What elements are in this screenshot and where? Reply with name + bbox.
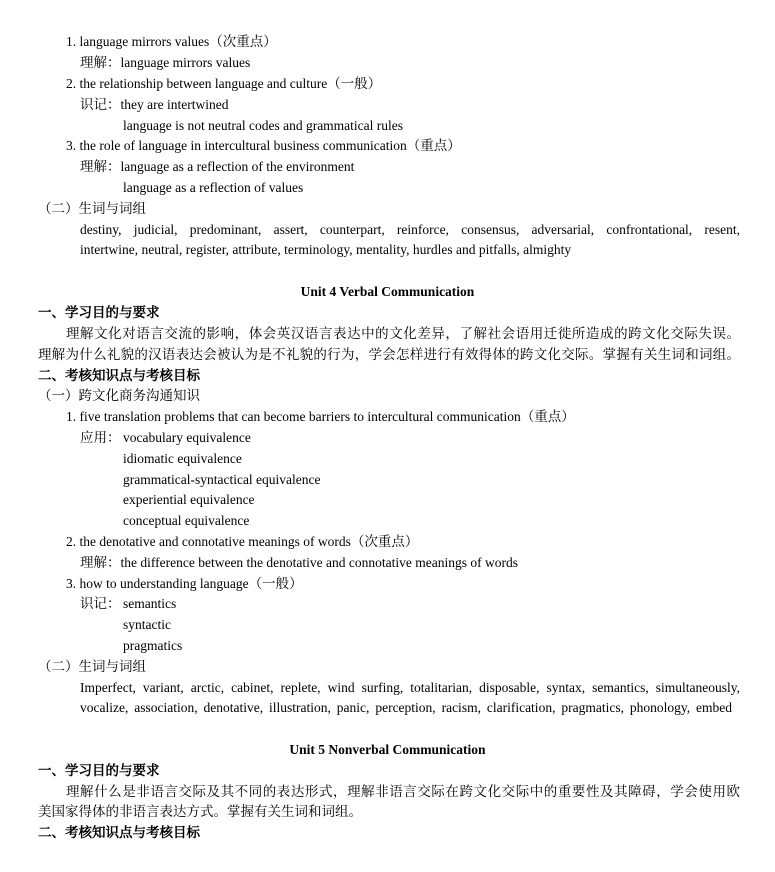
unit3-item3-heading: 3. the role of language in intercultural business communication（重点） [66,138,461,153]
unit4-item1-line: grammatical-syntactical equivalence [123,472,321,487]
unit4-item3-line: syntactic [123,617,171,632]
unit3-item2-line: language is not neutral codes and grammatical rules [123,118,404,133]
unit4-item1-line: idiomatic equivalence [123,451,242,466]
unit3-vocab-heading: （二）生词与词组 [38,201,146,216]
unit3-item3-line: 理解：language as a reflection of the environment [80,159,355,174]
unit4-objectives-line: 理解文化对语言交流的影响，体会英汉语言表达中的文化差异，了解社会语用迁徙所造成的跨文化交际失误。 [66,326,740,341]
unit4-item3-line: semantics [123,596,177,611]
unit4-item2-line: 理解：the difference between the denotative and connotative meanings of words [80,555,518,570]
unit3-item2-line: 识记：they are intertwined [80,97,229,112]
unit4-item3-line: pragmatics [123,638,183,653]
unit4-objectives-line: 理解为什么礼貌的汉语表达会被认为是不礼貌的行为，学会怎样进行有效得体的跨文化交际。掌握有关生词和词组。 [38,347,740,362]
unit3-vocab-line: destiny, judicial, predominant, assert, counterpart, reinforce, consensus, adversarial, confrontational, resent, [80,222,740,237]
unit4-item3-heading: 3. how to understanding language（一般） [66,576,303,591]
unit4-vocab-line: Imperfect, variant, arctic, cabinet, replete, wind surfing, totalitarian, disposable, syntax, semantics, simultaneously, [80,680,740,695]
unit4-vocab-heading: （二）生词与词组 [38,659,146,674]
unit3-item1-line: 理解：language mirrors values [80,55,251,70]
unit5-title: Unit 5 Nonverbal Communication [289,742,486,757]
unit4-item3-label: 识记： [80,596,121,611]
unit4-vocab-line: vocalize, association, denotative, illustration, panic, perception, racism, clarification, pragmatics, phonology, embed [80,700,732,715]
unit5-objectives-line: 美国家得体的非语言表达方式。掌握有关生词和词组。 [38,804,362,819]
unit3-vocab-line: intertwine, neutral, register, attribute, terminology, mentality, hurdles and pitfalls, almighty [80,242,572,257]
unit4-item1-line: vocabulary equivalence [123,430,251,445]
unit4-item1-line: conceptual equivalence [123,513,250,528]
unit4-item2-heading: 2. the denotative and connotative meanings of words（次重点） [66,534,419,549]
unit4-assessment-heading: 二、考核知识点与考核目标 [38,368,200,383]
unit4-item1-heading: 1. five translation problems that can become barriers to intercultural communication（重点） [66,409,575,424]
unit5-assessment-heading: 二、考核知识点与考核目标 [38,825,200,840]
unit4-objectives-heading: 一、学习目的与要求 [38,305,160,320]
unit4-title: Unit 4 Verbal Communication [300,284,475,299]
unit4-item1-label: 应用： [80,430,121,445]
unit3-item2-heading: 2. the relationship between language and culture（一般） [66,76,382,91]
unit5-objectives-heading: 一、学习目的与要求 [38,763,160,778]
unit4-knowledge-heading: （一）跨文化商务沟通知识 [38,388,200,403]
unit5-objectives-line: 理解什么是非语言交际及其不同的表达形式，理解非语言交际在跨文化交际中的重要性及其障碍，学会使用欧 [66,784,740,799]
unit4-item1-line: experiential equivalence [123,492,255,507]
unit3-item3-line: language as a reflection of values [123,180,304,195]
unit3-item1-heading: 1. language mirrors values（次重点） [66,34,277,49]
